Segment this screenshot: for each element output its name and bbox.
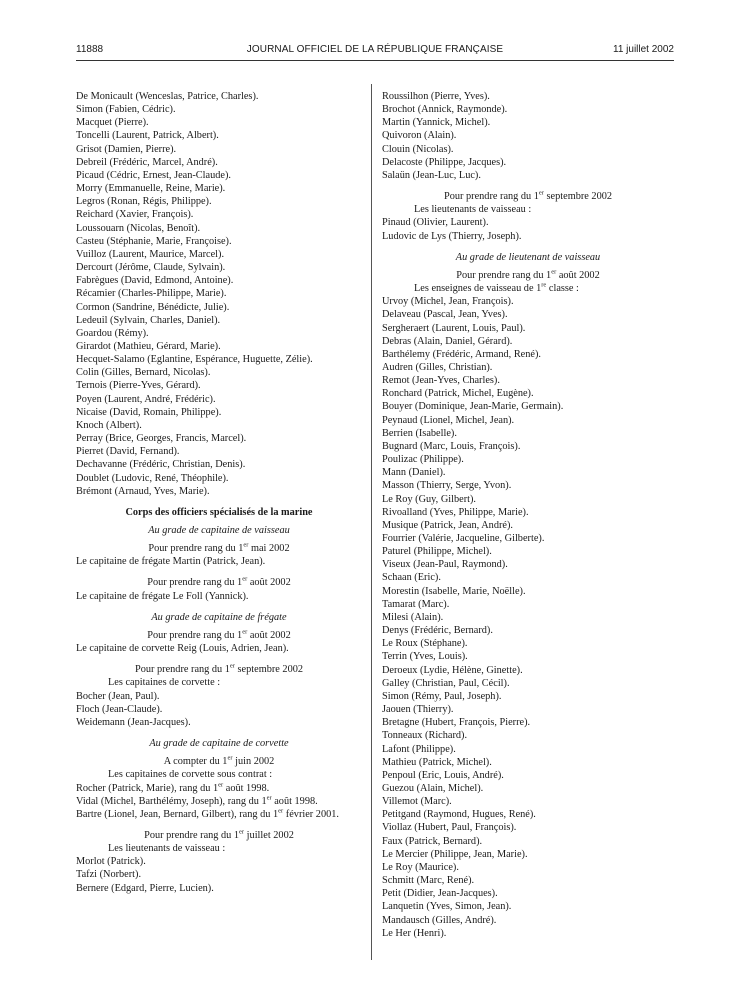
name-list bbox=[382, 90, 674, 182]
page-number: 11888 bbox=[76, 44, 104, 55]
name-entry: Mann (Daniel). bbox=[382, 467, 446, 479]
name-entry: Lanquetin (Yves, Simon, Jean). bbox=[382, 901, 512, 913]
name-entry: Milesi (Alain). bbox=[382, 611, 444, 623]
name-entry: Simon (Rémy, Paul, Joseph). bbox=[382, 690, 502, 702]
name-entry: Tonneaux (Richard). bbox=[382, 730, 468, 742]
name-entry: Petit (Didier, Jean-Jacques). bbox=[382, 888, 498, 900]
name-entry: Bugnard (Marc, Louis, François). bbox=[382, 440, 521, 452]
name-list bbox=[382, 216, 674, 242]
name-entry: Floch (Jean-Claude). bbox=[76, 703, 163, 715]
name-entry: Récamier (Charles-Philippe, Marie). bbox=[76, 288, 227, 300]
name-entry: Dercourt (Jérôme, Claude, Sylvain). bbox=[76, 262, 226, 274]
rank-date: Pour prendre rang du 1er août 2002 bbox=[147, 576, 291, 589]
name-entry: Paturel (Philippe, Michel). bbox=[382, 546, 492, 558]
name-entry: Bretagne (Hubert, François, Pierre). bbox=[382, 717, 531, 729]
rank-date: Pour prendre rang du 1er septembre 2002 bbox=[443, 189, 613, 203]
right-column bbox=[382, 90, 674, 940]
name-entry: Mandausch (Gilles, André). bbox=[382, 914, 497, 926]
name-entry: Hecquet-Salamo (Eglantine, Espérance, Huguette, Zélie). bbox=[76, 354, 313, 366]
name-entry: Sergheraert (Laurent, Louis, Paul). bbox=[382, 322, 526, 334]
name-entry: Simon (Fabien, Cédric). bbox=[76, 104, 176, 116]
name-entry: Debreil (Frédéric, Marcel, André). bbox=[76, 156, 218, 168]
name-entry: Girardot (Mathieu, Gérard, Marie). bbox=[76, 340, 221, 352]
name-entry: Barthélemy (Frédéric, Armand, René). bbox=[382, 348, 541, 360]
group-intro: Les capitaines de corvette : bbox=[108, 677, 221, 689]
name-entry: Urvoy (Michel, Jean, François). bbox=[382, 296, 514, 308]
name-entry: Clouin (Nicolas). bbox=[382, 143, 454, 155]
name-entry: Brémont (Arnaud, Yves, Marie). bbox=[76, 485, 210, 497]
name-entry: Peynaud (Lionel, Michel, Jean). bbox=[382, 414, 515, 426]
name-entry: Weidemann (Jean-Jacques). bbox=[76, 716, 191, 728]
name-entry: Guezou (Alain, Michel). bbox=[382, 782, 484, 794]
promotion-entry: Le capitaine de frégate Le Foll (Yannick). bbox=[76, 590, 249, 602]
name-entry: Salaün (Jean-Luc, Luc). bbox=[382, 169, 481, 181]
name-entry: Schmitt (Marc, René). bbox=[382, 875, 475, 887]
name-entry: Legros (Ronan, Régis, Philippe). bbox=[76, 196, 212, 208]
name-entry: Roussilhon (Pierre, Yves). bbox=[382, 91, 490, 102]
name-entry: Schaan (Eric). bbox=[382, 572, 441, 584]
name-entry: Tafzi (Norbert). bbox=[76, 869, 142, 881]
rank-date: Pour prendre rang du 1er septembre 2002 bbox=[134, 662, 304, 676]
name-list bbox=[76, 90, 362, 498]
promotion-entry: Le capitaine de frégate Martin (Patrick, Jean). bbox=[76, 556, 266, 568]
group-intro: Les enseignes de vaisseau de 1re classe : bbox=[414, 281, 579, 295]
group-intro: Les capitaines de corvette sous contrat : bbox=[108, 769, 273, 781]
column-divider bbox=[371, 84, 372, 960]
header-rule bbox=[76, 60, 674, 61]
name-entry: Mathieu (Patrick, Michel). bbox=[382, 756, 492, 768]
name-list bbox=[76, 690, 362, 729]
name-entry: Poulizac (Philippe). bbox=[382, 454, 464, 466]
name-entry: Terrin (Yves, Louis). bbox=[382, 651, 468, 663]
name-entry: Remot (Jean-Yves, Charles). bbox=[382, 375, 500, 387]
name-entry: Morestin (Isabelle, Marie, Noëlle). bbox=[382, 585, 526, 597]
name-entry: Faux (Patrick, Bernard). bbox=[382, 835, 483, 847]
name-entry: Ludovic de Lys (Thierry, Joseph). bbox=[382, 230, 522, 242]
name-entry: Toncelli (Laurent, Patrick, Albert). bbox=[76, 130, 219, 142]
name-entry: Bernere (Edgard, Pierre, Lucien). bbox=[76, 882, 214, 894]
name-entry: Martin (Yannick, Michel). bbox=[382, 117, 491, 129]
name-entry: Nicaise (David, Romain, Philippe). bbox=[76, 406, 222, 418]
name-entry: Lafont (Philippe). bbox=[382, 743, 456, 755]
name-entry: Denys (Frédéric, Bernard). bbox=[382, 625, 493, 637]
name-entry: Casteu (Stéphanie, Marie, Françoise). bbox=[76, 235, 232, 247]
name-entry: Galley (Christian, Paul, Cécil). bbox=[382, 677, 510, 689]
name-entry: Cormon (Sandrine, Bénédicte, Julie). bbox=[76, 301, 230, 313]
name-entry: Le Roux (Stéphane). bbox=[382, 638, 468, 650]
name-entry: Ronchard (Patrick, Michel, Eugène). bbox=[382, 388, 534, 400]
name-entry: Penpoul (Eric, Louis, André). bbox=[382, 769, 504, 781]
name-entry: Jaouen (Thierry). bbox=[382, 704, 454, 716]
name-entry: Ternois (Pierre-Yves, Gérard). bbox=[76, 380, 201, 392]
name-entry: Viollaz (Hubert, Paul, François). bbox=[382, 822, 517, 834]
name-entry: Le Roy (Guy, Gilbert). bbox=[382, 493, 476, 505]
name-entry: Grisot (Damien, Pierre). bbox=[76, 143, 177, 155]
promotion-entry: Bartre (Lionel, Jean, Bernard, Gilbert), rang du 1er février 2001. bbox=[76, 807, 339, 820]
name-entry: Delaveau (Pascal, Jean, Yves). bbox=[382, 309, 508, 321]
name-list bbox=[382, 295, 674, 940]
name-entry: Berrien (Isabelle). bbox=[382, 427, 457, 439]
name-entry: Delacoste (Philippe, Jacques). bbox=[382, 156, 507, 168]
name-entry: Le Mercier (Philippe, Jean, Marie). bbox=[382, 848, 528, 860]
name-entry: Musique (Patrick, Jean, André). bbox=[382, 519, 513, 531]
name-entry: Audren (Gilles, Christian). bbox=[382, 361, 493, 373]
name-entry: Macquet (Pierre). bbox=[76, 117, 149, 129]
rank-date: Pour prendre rang du 1er mai 2002 bbox=[148, 541, 290, 555]
grade-heading: Au grade de capitaine de corvette bbox=[149, 738, 289, 750]
name-entry: De Monicault (Wenceslas, Patrice, Charles). bbox=[76, 91, 259, 102]
name-list bbox=[76, 855, 362, 894]
promotion-entry: Vidal (Michel, Barthélémy, Joseph), rang du 1er août 1998. bbox=[76, 794, 318, 807]
name-entry: Masson (Thierry, Serge, Yvon). bbox=[382, 480, 512, 492]
group-intro: Les lieutenants de vaisseau : bbox=[414, 204, 532, 216]
name-entry: Perray (Brice, Georges, Francis, Marcel). bbox=[76, 433, 247, 445]
name-entry: Petitgand (Raymond, Hugues, René). bbox=[382, 809, 536, 821]
rank-date: A compter du 1er juin 2002 bbox=[163, 754, 275, 768]
name-entry: Viseux (Jean-Paul, Raymond). bbox=[382, 559, 508, 571]
name-entry: Fourrier (Valérie, Jacqueline, Gilberte). bbox=[382, 533, 545, 544]
promotion-entry: Le capitaine de corvette Reig (Louis, Adrien, Jean). bbox=[76, 643, 289, 655]
name-entry: Bocher (Jean, Paul). bbox=[76, 690, 160, 702]
page-header bbox=[76, 44, 674, 58]
name-entry: Quivoron (Alain). bbox=[382, 130, 457, 142]
group-intro: Les lieutenants de vaisseau : bbox=[108, 843, 226, 855]
rank-date: Pour prendre rang du 1er août 2002 bbox=[147, 628, 291, 641]
rank-date: Pour prendre rang du 1er juillet 2002 bbox=[144, 828, 294, 841]
name-entry: Deroeux (Lydie, Hélène, Ginette). bbox=[382, 664, 523, 676]
name-entry: Le Roy (Maurice). bbox=[382, 861, 459, 873]
name-entry: Doublet (Ludovic, René, Théophile). bbox=[76, 472, 229, 484]
name-entry: Picaud (Cédric, Ernest, Jean-Claude). bbox=[76, 169, 231, 181]
issue-date: 11 juillet 2002 bbox=[613, 44, 674, 55]
left-column bbox=[76, 90, 362, 895]
section-heading: Corps des officiers spécialisés de la marine bbox=[125, 506, 313, 518]
name-entry: Tamarat (Marc). bbox=[382, 598, 450, 610]
name-entry: Knoch (Albert). bbox=[76, 419, 142, 431]
name-entry: Brochot (Annick, Raymonde). bbox=[382, 104, 508, 116]
grade-heading: Au grade de capitaine de vaisseau bbox=[148, 525, 290, 536]
name-entry: Vuilloz (Laurent, Maurice, Marcel). bbox=[76, 248, 225, 260]
name-entry: Colin (Gilles, Bernard, Nicolas). bbox=[76, 367, 211, 379]
promotion-entry: Rocher (Patrick, Marie), rang du 1er août 1998. bbox=[76, 781, 270, 794]
name-entry: Ledeuil (Sylvain, Charles, Daniel). bbox=[76, 314, 221, 326]
name-entry: Villemot (Marc). bbox=[382, 796, 452, 808]
name-entry: Fabrègues (David, Edmond, Antoine). bbox=[76, 275, 234, 287]
name-entry: Debras (Alain, Daniel, Gérard). bbox=[382, 335, 513, 347]
name-entry: Dechavanne (Frédéric, Christian, Denis). bbox=[76, 459, 246, 471]
name-entry: Poyen (Laurent, André, Frédéric). bbox=[76, 393, 216, 405]
name-entry: Bouyer (Dominique, Jean-Marie, Germain). bbox=[382, 401, 564, 413]
name-entry: Rivoalland (Yves, Philippe, Marie). bbox=[382, 506, 529, 518]
name-entry: Morry (Emmanuelle, Reine, Marie). bbox=[76, 183, 226, 195]
name-entry: Goardou (Rémy). bbox=[76, 327, 149, 339]
rank-date: Pour prendre rang du 1er août 2002 bbox=[456, 268, 600, 281]
name-entry: Pinaud (Olivier, Laurent). bbox=[382, 217, 489, 229]
journal-title: JOURNAL OFFICIEL DE LA RÉPUBLIQUE FRANÇAISE bbox=[246, 44, 504, 55]
grade-heading: Au grade de lieutenant de vaisseau bbox=[455, 251, 601, 263]
name-entry: Loussouarn (Nicolas, Benoît). bbox=[76, 222, 201, 234]
name-entry: Reichard (Xavier, François). bbox=[76, 209, 194, 221]
grade-heading: Au grade de capitaine de frégate bbox=[151, 611, 287, 623]
name-entry: Morlot (Patrick). bbox=[76, 856, 146, 868]
name-entry: Pierret (David, Fernand). bbox=[76, 446, 180, 458]
name-entry: Le Her (Henri). bbox=[382, 927, 447, 939]
